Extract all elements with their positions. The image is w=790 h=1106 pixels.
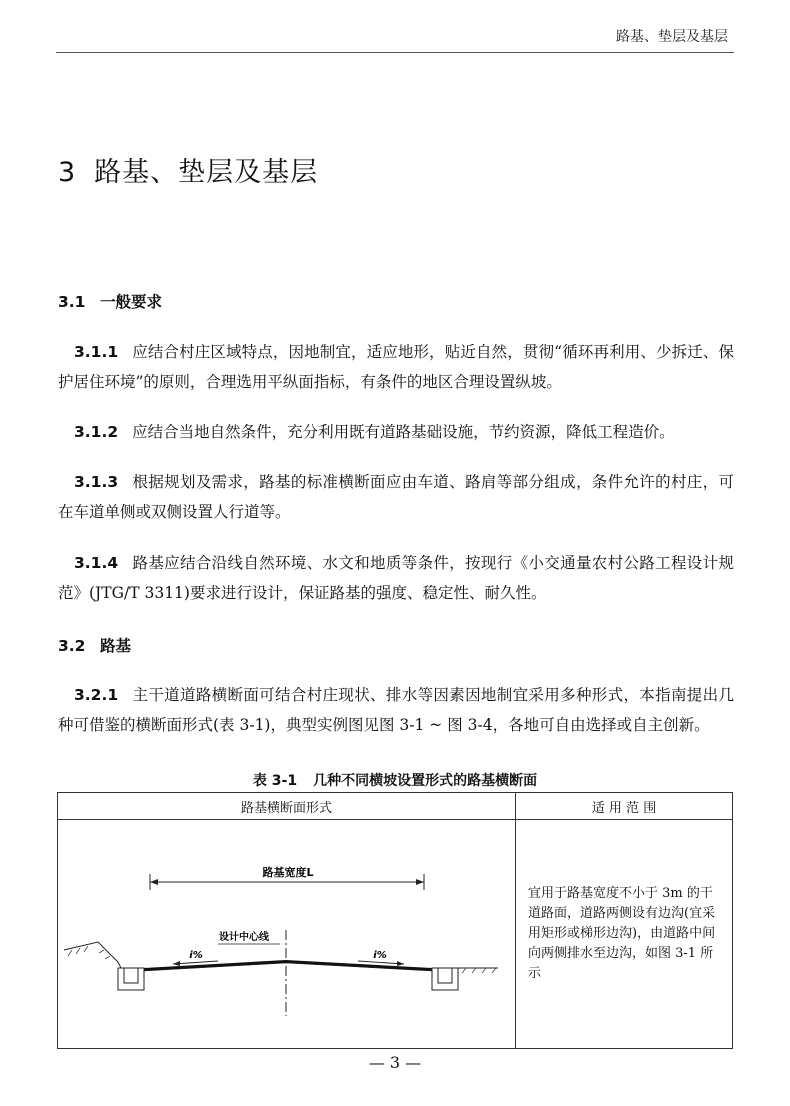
chapter-title: 路基、垫层及基层 <box>94 157 319 188</box>
table-header-row <box>58 793 733 820</box>
clause-text: 路基应结合沿线自然环境、水文和地质等条件，按现行《小交通量农村公路工程设计规范》(JTG/T 3311)要求进行设计，保证路基的强度、稳定性、耐久性。 <box>58 554 734 602</box>
clause-3-1-4 <box>58 548 734 608</box>
table-row <box>58 820 733 1049</box>
clause-number: 3.1.1 <box>74 343 119 361</box>
page-number: — 3 — <box>368 1053 422 1072</box>
clause-text: 应结合当地自然条件，充分利用既有道路基础设施，节约资源，降低工程造价。 <box>132 423 675 441</box>
dimension-arrow-right <box>416 879 424 885</box>
clause-3-1-1 <box>58 337 734 397</box>
table-header-cell: 适 用 范 围 <box>516 793 733 820</box>
cross-section-diagram <box>58 820 515 1044</box>
chapter-number: 3 <box>58 157 77 188</box>
right-ground-hatch <box>462 968 496 973</box>
clause-text: 应结合村庄区域特点，因地制宜，适应地形，贴近自然，贯彻“循环再利用、少拆迁、保护居住环境”的原则，合理选用平纵面指标，有条件的地区合理设置纵坡。 <box>58 343 734 391</box>
section-title: 一般要求 <box>100 293 163 311</box>
left-ditch <box>118 968 144 990</box>
section-heading-3-2 <box>58 634 131 656</box>
table-header-cell: 路基横断面形式 <box>58 793 516 820</box>
applicability-cell: 宜用于路基宽度不小于 3m 的干道路面，道路两侧设有边沟(宜采用矩形或梯形边沟)，由道路中间向两侧排水至边沟，如图 3-1 所示 <box>516 820 733 1049</box>
clause-3-1-3 <box>58 467 734 527</box>
header-rule <box>56 52 734 53</box>
section-heading-3-1 <box>58 290 162 312</box>
cross-section-table <box>57 792 733 1049</box>
width-label: 路基宽度L <box>262 866 314 879</box>
running-header: 路基、垫层及基层 <box>616 29 728 45</box>
right-ditch-channel <box>438 968 452 983</box>
cross-section-figure-cell <box>58 820 516 1049</box>
section-number: 3.1 <box>58 293 86 311</box>
dimension-arrow-left <box>150 879 158 885</box>
clause-3-1-2 <box>58 417 734 447</box>
slope-label-left: i% <box>189 950 203 961</box>
clause-number: 3.1.3 <box>74 473 119 491</box>
clause-number: 3.1.4 <box>74 554 119 572</box>
clause-number: 3.1.2 <box>74 423 119 441</box>
section-title: 路基 <box>100 637 132 655</box>
slope-label-right: i% <box>373 950 387 961</box>
left-slope-ground <box>64 942 121 968</box>
left-ditch-channel <box>124 968 138 983</box>
clause-text: 主干道道路横断面可结合村庄现状、排水等因素因地制宜采用多种形式，本指南提出几种可借鉴的横断面形式(表 3-1)，典型实例图见图 3-1 ~ 图 3-4，各地可自由选择或自主创新。 <box>58 686 734 734</box>
chapter-heading <box>58 150 318 189</box>
pavement-layer <box>144 960 432 971</box>
clause-text: 根据规划及需求，路基的标准横断面应由车道、路肩等部分组成，条件允许的村庄，可在车道单侧或双侧设置人行道等。 <box>58 473 734 521</box>
right-ditch <box>432 968 458 990</box>
clause-number: 3.2.1 <box>74 686 119 704</box>
centerline-label: 设计中心线 <box>219 932 269 943</box>
table-number: 表 3-1 <box>252 773 298 789</box>
section-number: 3.2 <box>58 637 86 655</box>
table-caption <box>0 770 790 790</box>
table-title: 几种不同横坡设置形式的路基横断面 <box>313 773 538 789</box>
clause-3-2-1 <box>58 680 734 740</box>
